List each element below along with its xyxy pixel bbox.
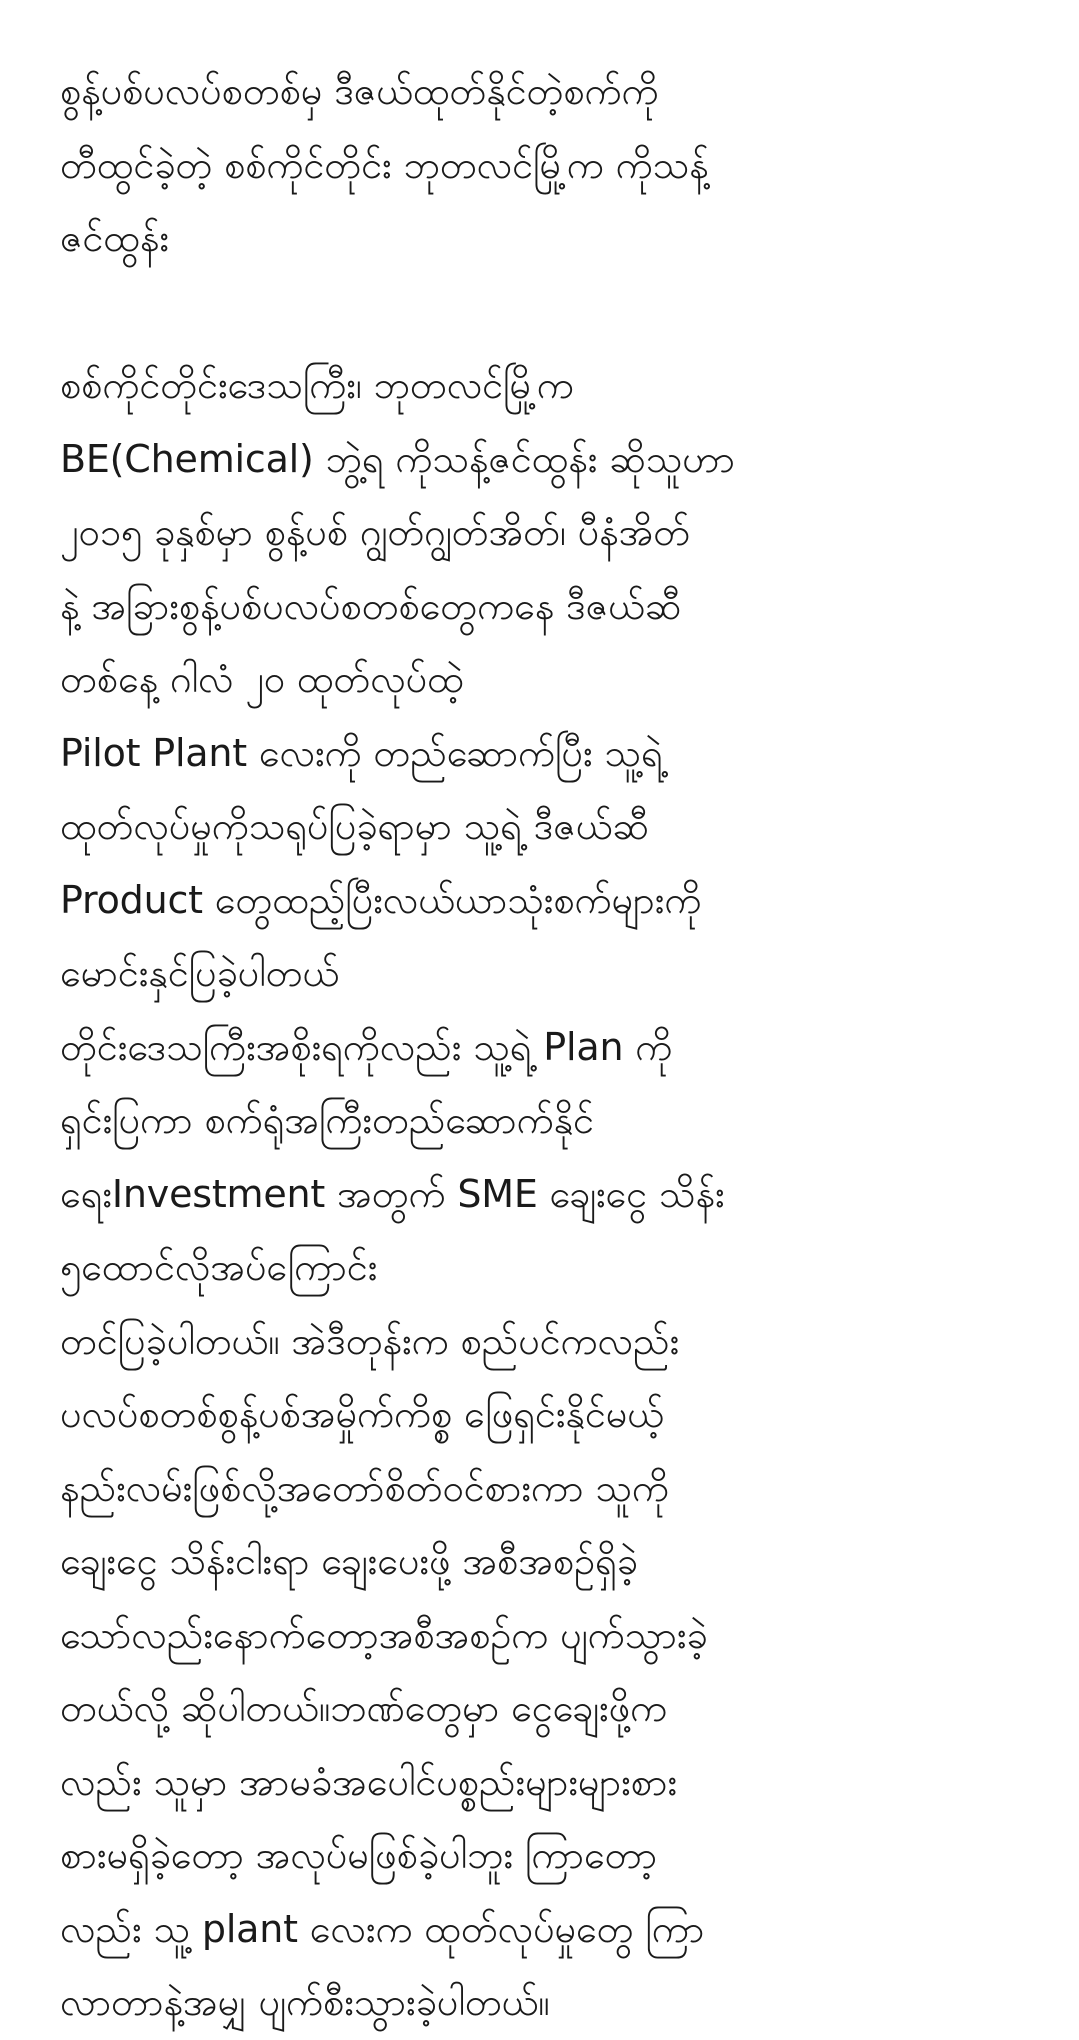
body-line: တယ်လို့ ဆိုပါတယ်။ဘဏ်တွေမှာ ငွေချေးဖို့က — [60, 1686, 668, 1730]
title-line: ဇင်ထွန်း — [60, 216, 169, 260]
body-line: ၂၀၁၅ ခုနှစ်မှာ စွန့်ပစ် ဂျွတ်ဂျွတ်အိတ်၊ ပီနံအိတ် — [60, 510, 691, 554]
title-line: တီထွင်ခဲ့တဲ့ စစ်ကိုင်တိုင်း ဘုတလင်မြို့က ကိုသန့် — [60, 142, 709, 187]
body-line: သော်လည်းနောက်တော့အစီအစဉ်က ပျက်သွားခဲ့ — [60, 1612, 708, 1657]
body-line: ထုတ်လုပ်မှုကိုသရုပ်ပြခဲ့ရာမှာ သူ့ရဲ့ ဒီဇယ်ဆီ — [60, 804, 649, 848]
body-line: ပလပ်စတစ်စွန့်ပစ်အမှိုက်ကိစ္စ ဖြေရှင်းနိုင်မယ့် — [60, 1392, 664, 1436]
body-line: BE(Chemical) ဘွဲ့ရ ကိုသန့်ဇင်ထွန်း ဆိုသူဟာ — [60, 436, 735, 481]
body-line: မောင်းနှင်ပြခဲ့ပါတယ် — [60, 951, 340, 995]
body-line: ၅ထောင်လိုအပ်ကြောင်း — [60, 1245, 378, 1289]
body-line: ချေးငွေ သိန်းငါးရာ ချေးပေးဖို့ အစီအစဉ်ရှိခဲ့ — [60, 1539, 638, 1583]
body-line: လည်း သူ့ plant လေးက ထုတ်လုပ်မှုတွေ ကြာ — [60, 1906, 705, 1951]
title-line: စွန့်ပစ်ပလပ်စတစ်မှ ဒီဇယ်ထုတ်နိုင်တဲ့စက်ကို — [60, 69, 659, 113]
body-line: တင်ပြခဲ့ပါတယ်။ အဲဒီတုန်းက စည်ပင်ကလည်း — [60, 1318, 680, 1363]
body-line: တစ်နေ့ ဂါလံ ၂၀ ထုတ်လုပ်ထဲ့ — [60, 657, 464, 701]
body-line: နဲ့ အခြားစွန့်ပစ်ပလပ်စတစ်တွေကနေ ဒီဇယ်ဆီ — [60, 583, 682, 628]
body-line: ရှင်းပြကာ စက်ရုံအကြီးတည်ဆောက်နိုင် — [60, 1098, 594, 1142]
body-line: Pilot Plant လေးကို တည်ဆောက်ပြီး သူ့ရဲ့ — [60, 730, 663, 775]
body-line: နည်းလမ်းဖြစ်လို့အတော်စိတ်ဝင်စားကာ သူကို — [60, 1465, 669, 1510]
body-line: တိုင်းဒေသကြီးအစိုးရကိုလည်း သူ့ရဲ့ Plan ကို — [60, 1024, 673, 1069]
body-line: လာတာနဲ့အမျှ ပျက်စီးသွားခဲ့ပါတယ်။ — [60, 1980, 550, 2024]
body-line: Product တွေထည့်ပြီးလယ်ယာသုံးစက်များကို — [60, 877, 702, 922]
body-line: စားမရှိခဲ့တော့ အလုပ်မဖြစ်ခဲ့ပါဘူး ကြာတော့ — [60, 1833, 658, 1877]
paragraph-gap — [60, 276, 1039, 350]
post-title — [60, 55, 1039, 276]
body-line: လည်း သူမှာ အာမခံအပေါင်ပစ္စည်းများများစား — [60, 1759, 678, 1804]
body-line: စစ်ကိုင်တိုင်းဒေသကြီး၊ ဘုတလင်မြို့က — [60, 363, 574, 407]
post-body — [60, 349, 1039, 2040]
body-line: ရေးInvestment အတွက် SME ချေးငွေ သိန်း — [60, 1171, 725, 1216]
